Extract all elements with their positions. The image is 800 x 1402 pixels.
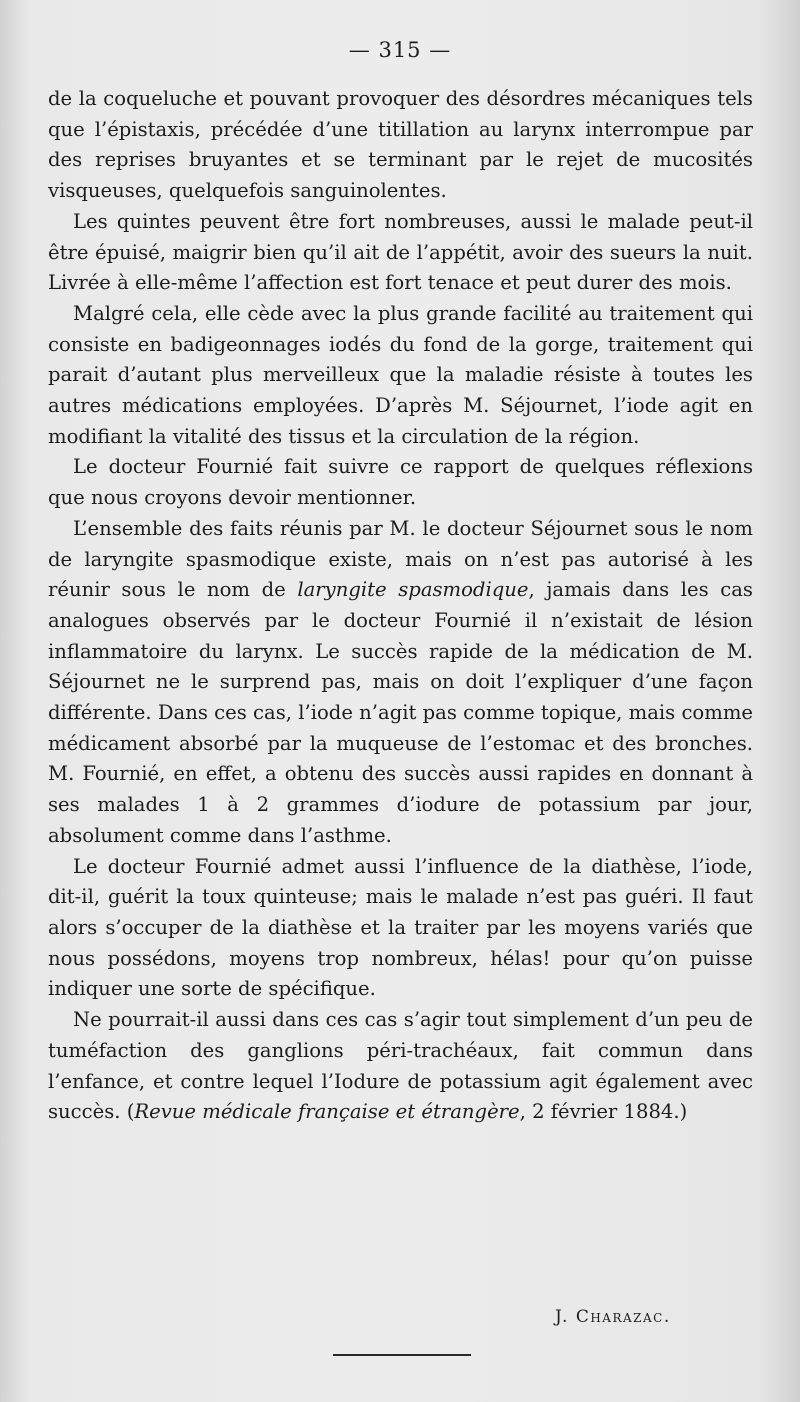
paragraph	[48, 452, 753, 513]
paragraph	[48, 1005, 753, 1128]
text-run: de la coqueluche et pouvant provoquer des désordres mécaniques tels que l’épistaxis, précédée d’une titillation au larynx interrompue par des reprises bruyantes et se terminant par le rejet de mucosités visqueuses, quelquefois sanguinolentes.	[48, 87, 753, 203]
text-run: , jamais dans les cas analogues observés par le docteur Fournié il n’existait de lésion inflammatoire du larynx. Le succès rapide de la médication de M. Séjournet ne le surprend pas, mais on doit l’expliquer d’une façon différente. Dans ces cas, l’iode n’agit pas comme topique, mais comme médicament absorbé par la muqueuse de l’estomac et des bronches. M. Fournié, en effet, a obtenu des succès aussi rapides en donnant à ses malades 1 à 2 grammes d’iodure de potassium par jour, absolument comme dans l’asthme.	[48, 578, 753, 847]
paragraph	[48, 207, 753, 299]
article-body	[48, 84, 753, 1128]
italic-term: laryngite spasmodique	[297, 578, 529, 602]
text-run: Malgré cela, elle cède avec la plus grande facilité au traitement qui consiste en badigeonnages iodés du fond de la gorge, traitement qui parait d’autant plus merveilleux que la maladie résiste à toutes les autres médications employées. D’après M. Séjournet, l’iode agit en modifiant la vitalité des tissus et la circulation de la région.	[48, 301, 753, 448]
page-number: — 315 —	[348, 38, 452, 62]
text-run: , 2 février 1884.)	[519, 1100, 688, 1124]
paragraph	[48, 84, 753, 207]
paragraph	[48, 514, 753, 852]
text-run: Le docteur Fournié admet aussi l’influence de la diathèse, l’iode, dit-il, guérit la toux quinteuse; mais le malade n’est pas guéri. Il faut alors s’occuper de la diathèse et la traiter par les moyens variés que nous possédons, moyens trop nombreux, hélas! pour qu’on puisse indiquer une sorte de spécifique.	[48, 854, 753, 1001]
journal-title: Revue médicale française et étrangère	[134, 1100, 520, 1124]
paragraph	[48, 852, 753, 1006]
text-run: Le docteur Fournié fait suivre ce rapport de quelques réflexions que nous croyons devoir mentionner.	[48, 455, 753, 510]
author-initial: J.	[555, 1307, 569, 1327]
text-run: Ne pourrait-il aussi dans ces cas s’agir tout simplement d’un peu de tuméfaction des ganglions péri-trachéaux, fait commun dans l’enfance, et contre lequel l’Iodure de potassium agit également avec succès. (	[48, 1008, 753, 1124]
text-run: Les quintes peuvent être fort nombreuses, aussi le malade peut-il être épuisé, maigrir bien qu’il ait de l’appétit, avoir des sueurs la nuit. Livrée à elle-même l’affection est fort tenace et peut durer des mois.	[48, 209, 753, 295]
paragraph	[48, 299, 753, 453]
author-signature	[555, 1307, 671, 1327]
end-rule	[333, 1354, 471, 1356]
author-name: Charazac.	[575, 1307, 671, 1327]
text-run: L’ensemble des faits réunis par M. le docteur Séjournet sous le nom de laryngite spasmodique existe, mais on n’est pas autorisé à les réunir sous le nom de	[48, 516, 753, 602]
